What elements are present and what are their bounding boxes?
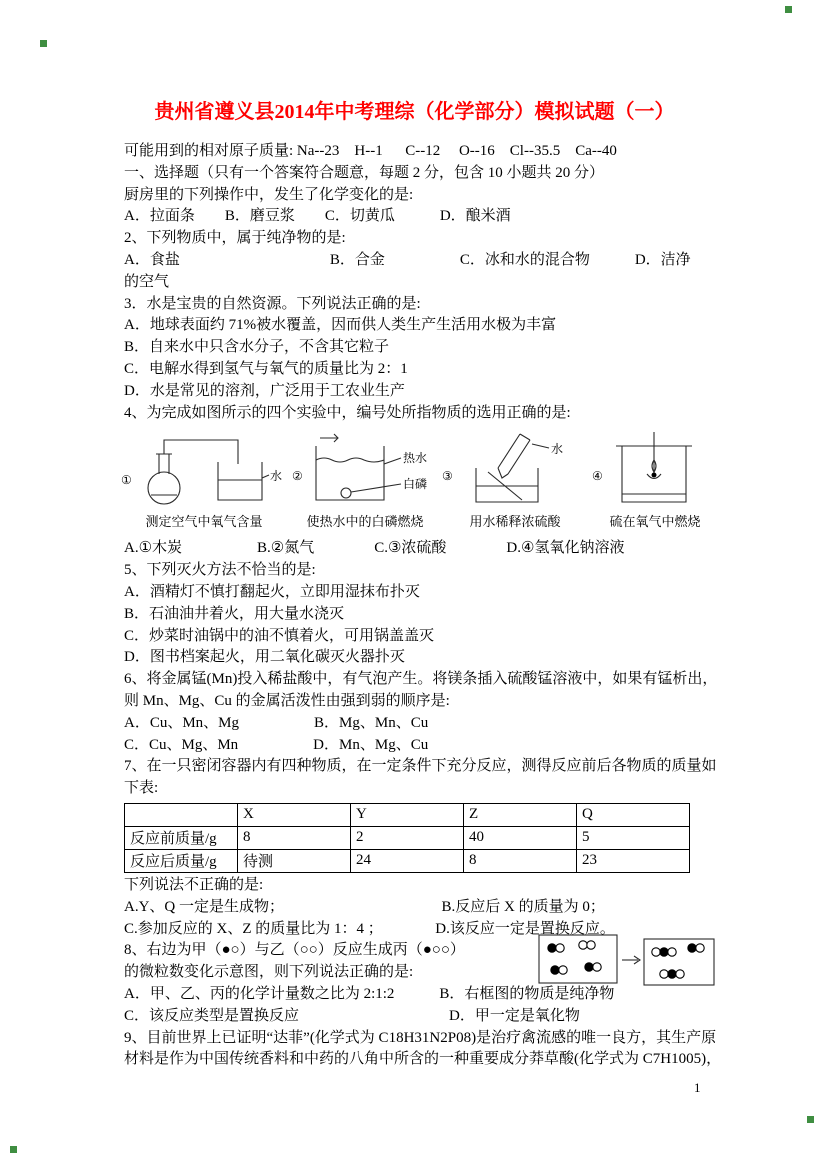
q2-stem: 2、下列物质中，属于纯净物的是: xyxy=(124,230,346,247)
phosphorus-apparatus xyxy=(290,428,440,514)
phosphorus-leader-line xyxy=(351,484,401,492)
experiment-diagram-dilute-acid xyxy=(440,428,590,530)
table-cell: 23 xyxy=(577,849,690,872)
burning-sulfur xyxy=(652,473,657,478)
q3-stem: 3．水是宝贵的自然资源。下列说法正确的是: xyxy=(124,295,421,312)
table-cell: Q xyxy=(577,803,690,826)
beaker-3 xyxy=(476,468,538,502)
table-cell: 反应前质量/g xyxy=(125,826,238,849)
table-cell: 8 xyxy=(464,849,577,872)
page-number: 1 xyxy=(694,1080,701,1095)
q6-options-cd: C．Cu、Mg、Mn D．Mn、Mg、Cu xyxy=(124,736,429,753)
water-label-1: 水 xyxy=(270,469,283,484)
q2-options-line2: 的空气 xyxy=(124,273,170,290)
table-cell: 2 xyxy=(351,826,464,849)
q4-diagram-row xyxy=(118,428,722,536)
q3-option-d: D．水是常见的溶剂，广泛用于工农业生产 xyxy=(124,382,405,399)
experiment-diagram-sulfur xyxy=(590,428,720,530)
q1-stem: 厨房里的下列操作中，发生了化学变化的是: xyxy=(124,186,414,203)
water-leader-line-3 xyxy=(532,444,549,448)
q6-stem-line1: 6、将金属锰(Mn)投入稀盐酸中，有气泡产生。将镁条插入硫酸锰溶液中，如果有锰析出， xyxy=(124,671,718,688)
flask-neck xyxy=(156,454,172,474)
q8-particle-diagram xyxy=(538,934,716,993)
table-header-row xyxy=(125,803,690,826)
hot-water-leader-line xyxy=(384,458,401,464)
corner-mark-bottom-right xyxy=(807,1116,814,1123)
q6-options-ab: A．Cu、Mn、Mg B．Mg、Mn、Cu xyxy=(124,714,429,731)
white-phosphorus-lump xyxy=(341,488,351,498)
table-cell: 待测 xyxy=(238,849,351,872)
table-cell: 40 xyxy=(464,826,577,849)
water-leader-line xyxy=(262,475,269,478)
q8-stem-line2: 的微粒数变化示意图，则下列说法正确的是: xyxy=(124,964,414,981)
q6-stem-line2: 则 Mn、Mg、Cu 的金属活泼性由强到弱的顺序是: xyxy=(124,692,450,709)
q7-sub-stem: 下列说法不正确的是: xyxy=(124,876,264,893)
hot-water-label: 热水 xyxy=(403,451,428,466)
q2-options-line1: A．食盐 B．合金 C．冰和水的混合物 D．洁净 xyxy=(124,251,691,268)
white-phosphorus-label: 白磷 xyxy=(403,477,428,492)
table-cell xyxy=(125,803,238,826)
gas-inlet-arrow xyxy=(320,434,338,442)
q5-option-c: C．炒菜时油锅中的油不慎着火，可用锅盖盖灭 xyxy=(124,627,435,644)
table-cell: 8 xyxy=(238,826,351,849)
molecule-jiaowei-1 xyxy=(548,944,564,952)
q7-stem-line1: 7、在一只密闭容器内有四种物质，在一定条件下充分反应，测得反应前后各物质的质量如 xyxy=(124,758,717,775)
water-label-3: 水 xyxy=(551,442,564,457)
table-row-after xyxy=(125,849,690,872)
table-cell: Y xyxy=(351,803,464,826)
q4-options: A.①木炭 B.②氮气 C.③浓硫酸 D.④氢氧化钠溶液 xyxy=(124,540,625,557)
diagram-number-3: ③ xyxy=(442,469,453,484)
diagram-number-2: ② xyxy=(292,469,303,484)
q8-block xyxy=(124,940,705,1027)
relative-atomic-mass-note: 可能用到的相对原子质量: Na--23 H--1 C--12 O--16 Cl--35.5 Ca--40 xyxy=(124,143,617,159)
delivery-tube xyxy=(164,440,238,464)
table-cell: Z xyxy=(464,803,577,826)
q8-options-cd: C．该反应类型是置换反应 D．甲一定是氧化物 xyxy=(124,1007,580,1024)
dilution-apparatus xyxy=(440,428,590,514)
corner-mark-top-left xyxy=(40,40,47,47)
pouring-vessel xyxy=(498,434,530,478)
beaker-1 xyxy=(218,462,262,500)
diagram-number-4: ④ xyxy=(592,469,603,484)
experiment-diagram-oxygen-measure xyxy=(118,428,290,530)
molecule-bing-1 xyxy=(652,948,676,956)
flask-body xyxy=(148,472,180,504)
q8-options-ab: A．甲、乙、丙的化学计量数之比为 2:1:2 B．右框图的物质是纯净物 xyxy=(124,985,615,1002)
particle-change-diagram xyxy=(538,934,716,988)
q9-stem-line1: 9、目前世界上已证明“达菲”(化学式为 C18H31N2P08)是治疗禽流感的唯一良方，其生产原 xyxy=(124,1029,717,1046)
hot-water-surface xyxy=(316,458,384,462)
q5-stem: 5、下列灭火方法不恰当的是: xyxy=(124,562,316,579)
molecule-bing-2 xyxy=(660,970,684,978)
q4-caption-1: 测定空气中氧气含量 xyxy=(145,514,263,530)
table-cell: X xyxy=(238,803,351,826)
corner-mark-top-right xyxy=(785,6,792,13)
molecule-bing-3 xyxy=(688,944,704,952)
q5-option-b: B．石油油井着火，用大量水浇灭 xyxy=(124,605,345,622)
table-cell: 反应后质量/g xyxy=(125,849,238,872)
beaker-2 xyxy=(316,446,384,500)
q8-stem-line1: 8、右边为甲（●○）与乙（○○）反应生成丙（●○○） xyxy=(124,942,465,959)
reactants-box xyxy=(539,935,617,983)
q4-caption-3: 用水稀释浓硫酸 xyxy=(469,514,561,530)
table-cell: 24 xyxy=(351,849,464,872)
table-row-before xyxy=(125,826,690,849)
corner-mark-bottom-left xyxy=(10,1146,17,1153)
page-title: 贵州省遵义县2014年中考理综（化学部分）模拟试题（一） xyxy=(154,101,675,123)
q9-stem-line2: 材料是作为中国传统香料和中药的八角中所含的一种重要成分莽草酸(化学式为 C7H1005)， xyxy=(124,1051,722,1068)
q4-caption-2: 使热水中的白磷燃烧 xyxy=(306,514,424,530)
q7-mass-table xyxy=(124,803,690,873)
q3-option-b: B．自来水中只含水分子，不含其它粒子 xyxy=(124,339,390,356)
q4-stem: 4、为完成如图所示的四个实验中，编号处所指物质的选用正确的是: xyxy=(124,404,571,421)
diagram-number-1: ① xyxy=(121,473,132,488)
molecule-yi-1 xyxy=(579,941,595,949)
q1-options: A．拉面条 B．磨豆浆 C．切黄瓜 D．酿米酒 xyxy=(124,208,511,225)
experiment-diagram-phosphorus xyxy=(290,428,440,530)
molecule-jia-3 xyxy=(585,963,601,971)
q7-options-ab: A.Y、Q 一定是生成物； B.反应后 X 的质量为 0； xyxy=(124,898,605,915)
q7-options-cd: C.参加反应的 X、Z 的质量比为 1：4 ； D.该反应一定是置换反应。 xyxy=(124,920,615,937)
q5-option-d: D．图书档案起火，用二氧化碳灭火器扑灭 xyxy=(124,649,405,666)
section-1-heading: 一、选择题（只有一个答案符合题意，每题 2 分，包含 10 小题共 20 分） xyxy=(124,164,605,181)
sulfur-combustion-apparatus xyxy=(590,428,720,514)
table-cell: 5 xyxy=(577,826,690,849)
q7-stem-line2: 下表: xyxy=(124,780,159,797)
q3-option-c: C．电解水得到氢气与氧气的质量比为 2：1 xyxy=(124,360,408,377)
oxygen-measure-apparatus xyxy=(118,428,290,514)
q5-option-a: A．酒精灯不慎打翻起火，立即用湿抹布扑灭 xyxy=(124,583,420,600)
q4-caption-4: 硫在氧气中燃烧 xyxy=(609,514,701,530)
q3-option-a: A．地球表面约 71%被水覆盖，因而供人类生产生活用水极为丰富 xyxy=(124,317,557,334)
document-body xyxy=(121,99,722,1071)
molecule-jia-2 xyxy=(551,966,567,974)
